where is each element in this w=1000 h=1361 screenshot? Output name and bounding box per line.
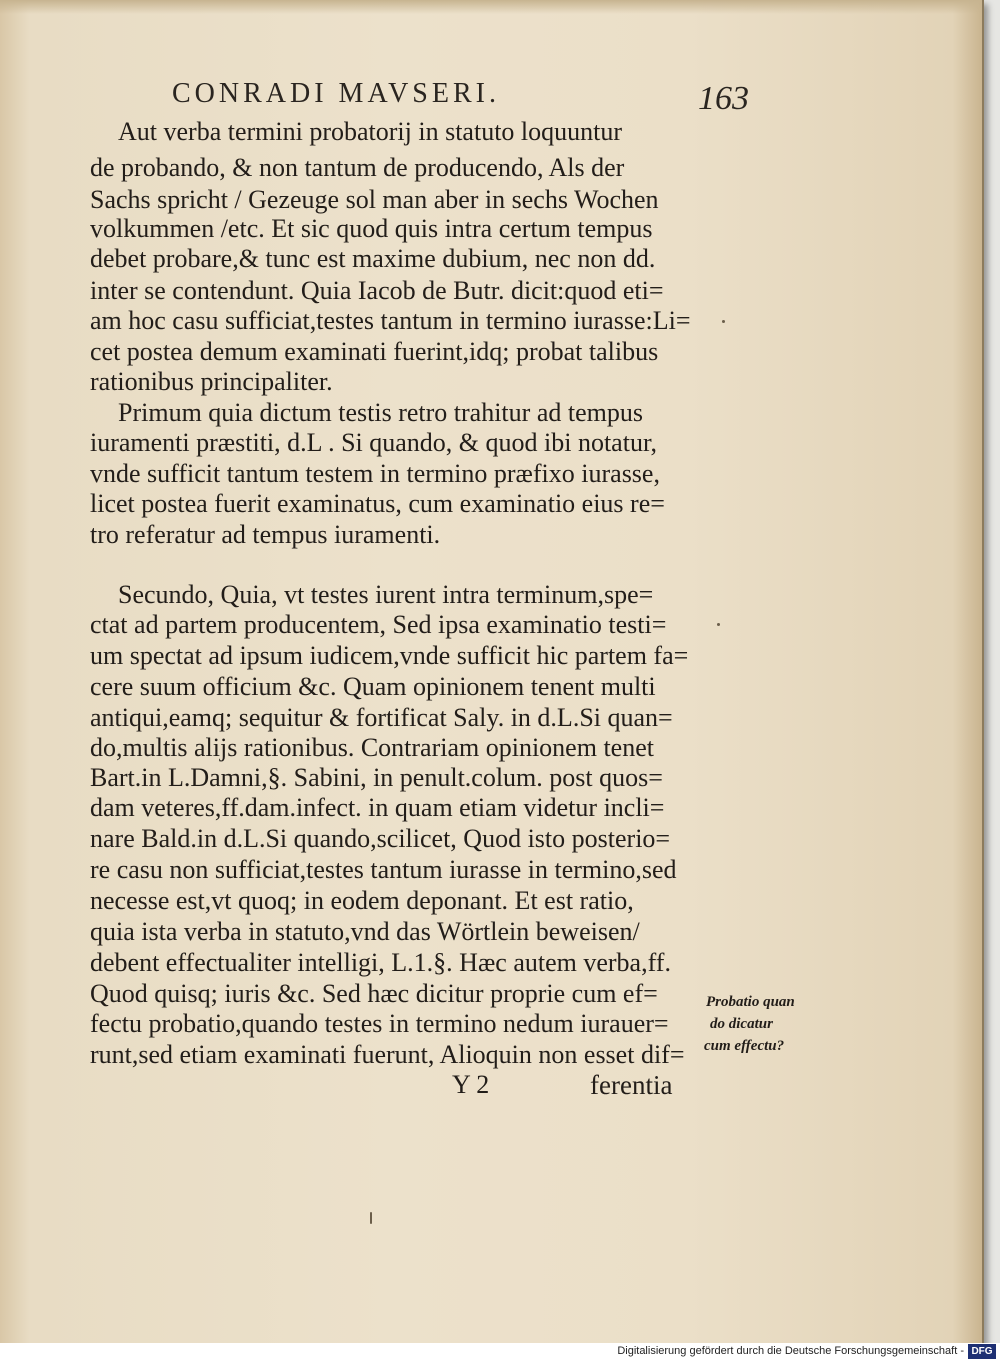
running-head: CONRADI MAVSERI.	[172, 78, 500, 109]
margin-note-line-1: Probatio quan	[706, 994, 795, 1010]
text-line-16: ctat ad partem producentem, Sed ipsa examinatio testi=	[90, 610, 667, 639]
margin-note-line-2: do dicatur	[710, 1016, 773, 1032]
paper-speck	[722, 320, 725, 323]
catchword: ferentia	[590, 1070, 673, 1100]
text-line-19: antiqui,eamq; sequitur & fortificat Saly. in d.L.Si quan=	[90, 703, 673, 732]
text-line-25: necesse est,vt quoq; in eodem deponant. Et est ratio,	[90, 886, 634, 915]
text-line-15: Secundo, Quia, vt testes iurent intra terminum,spe=	[118, 580, 654, 609]
text-line-28: Quod quisq; iuris &c. Sed hæc dicitur proprie cum ef=	[90, 979, 658, 1008]
text-line-4: volkummen /etc. Et sic quod quis intra certum tempus	[90, 214, 653, 243]
text-line-17: um spectat ad ipsum iudicem,vnde sufficit hic partem fa=	[90, 641, 689, 670]
text-line-11: iuramenti præstiti, d.L . Si quando, & quod ibi notatur,	[90, 428, 658, 457]
text-line-8: cet postea demum examinati fuerint,idq; probat talibus	[90, 337, 659, 366]
text-line-14: tro referatur ad tempus iuramenti.	[90, 520, 441, 549]
text-line-1: Aut verba termini probatorij in statuto loquuntur	[118, 117, 623, 146]
paper-speck	[717, 623, 720, 626]
text-line-5: debet probare,& tunc est maxime dubium, nec non dd.	[90, 244, 656, 273]
text-line-12: vnde sufficit tantum testem in termino præfixo iurasse,	[90, 459, 660, 488]
margin-note-line-3: cum effectu?	[704, 1038, 785, 1054]
text-line-29: fectu probatio,quando testes in termino nedum iurauer=	[90, 1009, 669, 1038]
text-line-18: cere suum officium &c. Quam opinionem tenent multi	[90, 672, 656, 701]
text-line-21: Bart.in L.Damni,§. Sabini, in penult.colum. post quos=	[90, 763, 663, 792]
text-line-6: inter se contendunt. Quia Iacob de Butr. dicit:quod eti=	[90, 276, 664, 305]
text-line-26: quia ista verba in statuto,vnd das Wörtlein beweisen/	[90, 917, 640, 946]
text-line-10: Primum quia dictum testis retro trahitur ad tempus	[118, 398, 643, 427]
text-line-3: Sachs spricht / Gezeuge sol man aber in sechs Wochen	[90, 185, 659, 214]
page-top-edge	[0, 0, 982, 14]
text-line-9: rationibus principaliter.	[90, 367, 333, 396]
signature-mark: Y 2	[452, 1070, 490, 1099]
text-line-23: nare Bald.in d.L.Si quando,scilicet, Quod isto posterio=	[90, 824, 671, 853]
dfg-logo: DFG	[968, 1344, 996, 1359]
text-line-24: re casu non sufficiat,testes tantum iurasse in termino,sed	[90, 855, 677, 884]
text-line-20: do,multis alijs rationibus. Contrariam opinionem tenet	[90, 733, 654, 762]
text-line-22: dam veteres,ff.dam.infect. in quam etiam videtur incli=	[90, 793, 665, 822]
page-number: 163	[698, 80, 749, 117]
text-line-2: de probando, & non tantum de producendo, Als der	[90, 153, 625, 182]
text-line-7: am hoc casu sufficiat,testes tantum in termino iurasse:Li=	[90, 306, 691, 335]
text-line-27: debent effectualiter intelligi, L.1.§. Hæc autem verba,ff.	[90, 948, 671, 977]
paper-speck	[370, 1212, 372, 1224]
text-line-13: licet postea fuerit examinatus, cum examinatio eius re=	[90, 489, 665, 518]
footer-credit: Digitalisierung gefördert durch die Deutsche Forschungsgemeinschaft -	[617, 1345, 964, 1357]
text-line-30: runt,sed etiam examinati fuerunt, Alioquin non esset dif=	[90, 1040, 685, 1069]
